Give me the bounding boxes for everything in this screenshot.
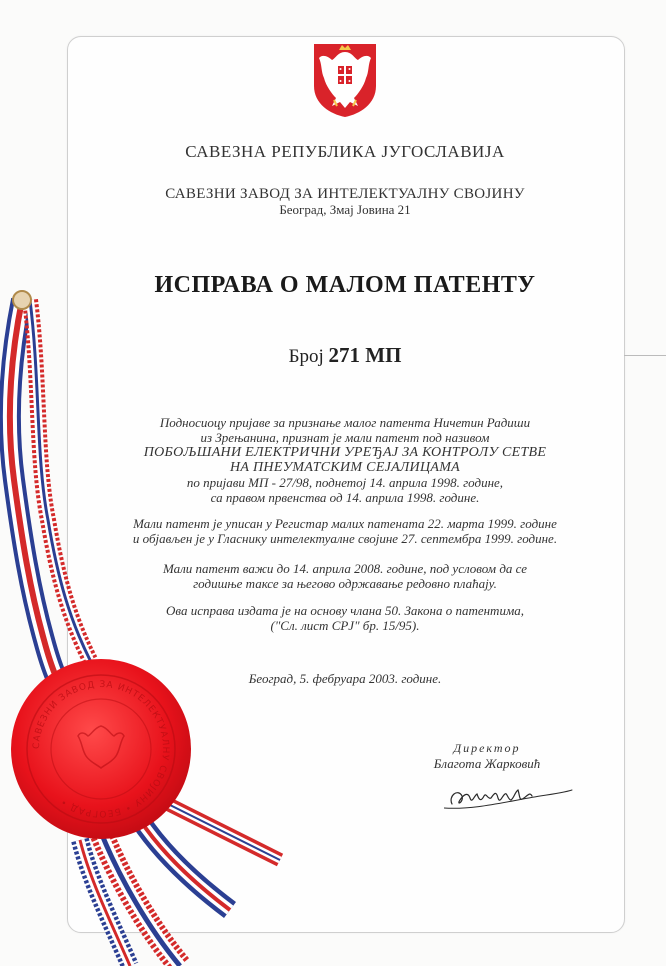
text-line: из Зрењанина, признат је мали патент под називом (200, 430, 490, 445)
text-line: са правом првенства од 14. априла 1998. године. (210, 490, 480, 505)
patent-title-line: ПОБОЉШАНИ ЕЛЕКТРИЧНИ УРЕЂАЈ ЗА КОНТРОЛУ СЕТВЕ (143, 445, 547, 460)
signatory-title: Директор (453, 741, 521, 755)
patent-title-line: НА ПНЕУМАТСКИМ СЕЈАЛИЦАМА (229, 460, 461, 475)
text-line: Ова исправа издата је на основу члана 50. Закона о патентима, (166, 603, 524, 618)
paragraph-legal-basis (67, 603, 623, 633)
serbian-eagle-coat-of-arms-icon (312, 42, 378, 118)
red-wax-seal-icon (8, 656, 194, 842)
text-line: ("Сл. лист СРЈ" бр. 15/95). (270, 618, 420, 633)
text-line: по пријави МП - 27/98, поднетој 14. априла 1998. године, (186, 475, 504, 490)
office-name: САВЕЗНИ ЗАВОД ЗА ИНТЕЛЕКТУАЛНУ СВОЈИНУ (165, 186, 525, 202)
text-line: годишње таксе за његово одржавање редовно плаћају. (193, 576, 497, 591)
text-line: и објављен је у Гласнику интелектуалне својине 27. септембра 1999. године. (132, 531, 558, 546)
seal-text: САВЕЗНИ ЗАВОД ЗА ИНТЕЛЕКТУАЛНУ СВОЈИНУ • БЕОГРАД • (31, 679, 171, 819)
handwritten-signature (444, 778, 574, 816)
paragraph-validity (67, 561, 623, 591)
signatory-name: Благота Жарковић (433, 756, 541, 771)
document-number (67, 343, 623, 368)
text-line: Мали патент је уписан у Регистар малих патената 22. марта 1999. године (133, 516, 557, 531)
country-name: САВЕЗНА РЕПУБЛИКА ЈУГОСЛАВИЈА (185, 142, 505, 161)
paragraph-registry (67, 516, 623, 546)
signature-block (427, 741, 547, 772)
paper-fold-line (624, 355, 666, 356)
document-title: ИСПРАВА О МАЛОМ ПАТЕНТУ (154, 272, 536, 298)
office-address: Београд, Змај Јовина 21 (279, 202, 411, 217)
number-value: 271 МП (328, 343, 402, 367)
issue-date: Београд, 5. фебруара 2003. године. (248, 671, 442, 686)
text-line: Мали патент важи до 14. априла 2008. године, под условом да се (162, 561, 528, 576)
text-line: Подносиоцу пријаве за признање малог патента Ничетин Радиши (159, 415, 531, 430)
number-label: Број (288, 346, 324, 367)
paragraph-grant (67, 415, 623, 505)
